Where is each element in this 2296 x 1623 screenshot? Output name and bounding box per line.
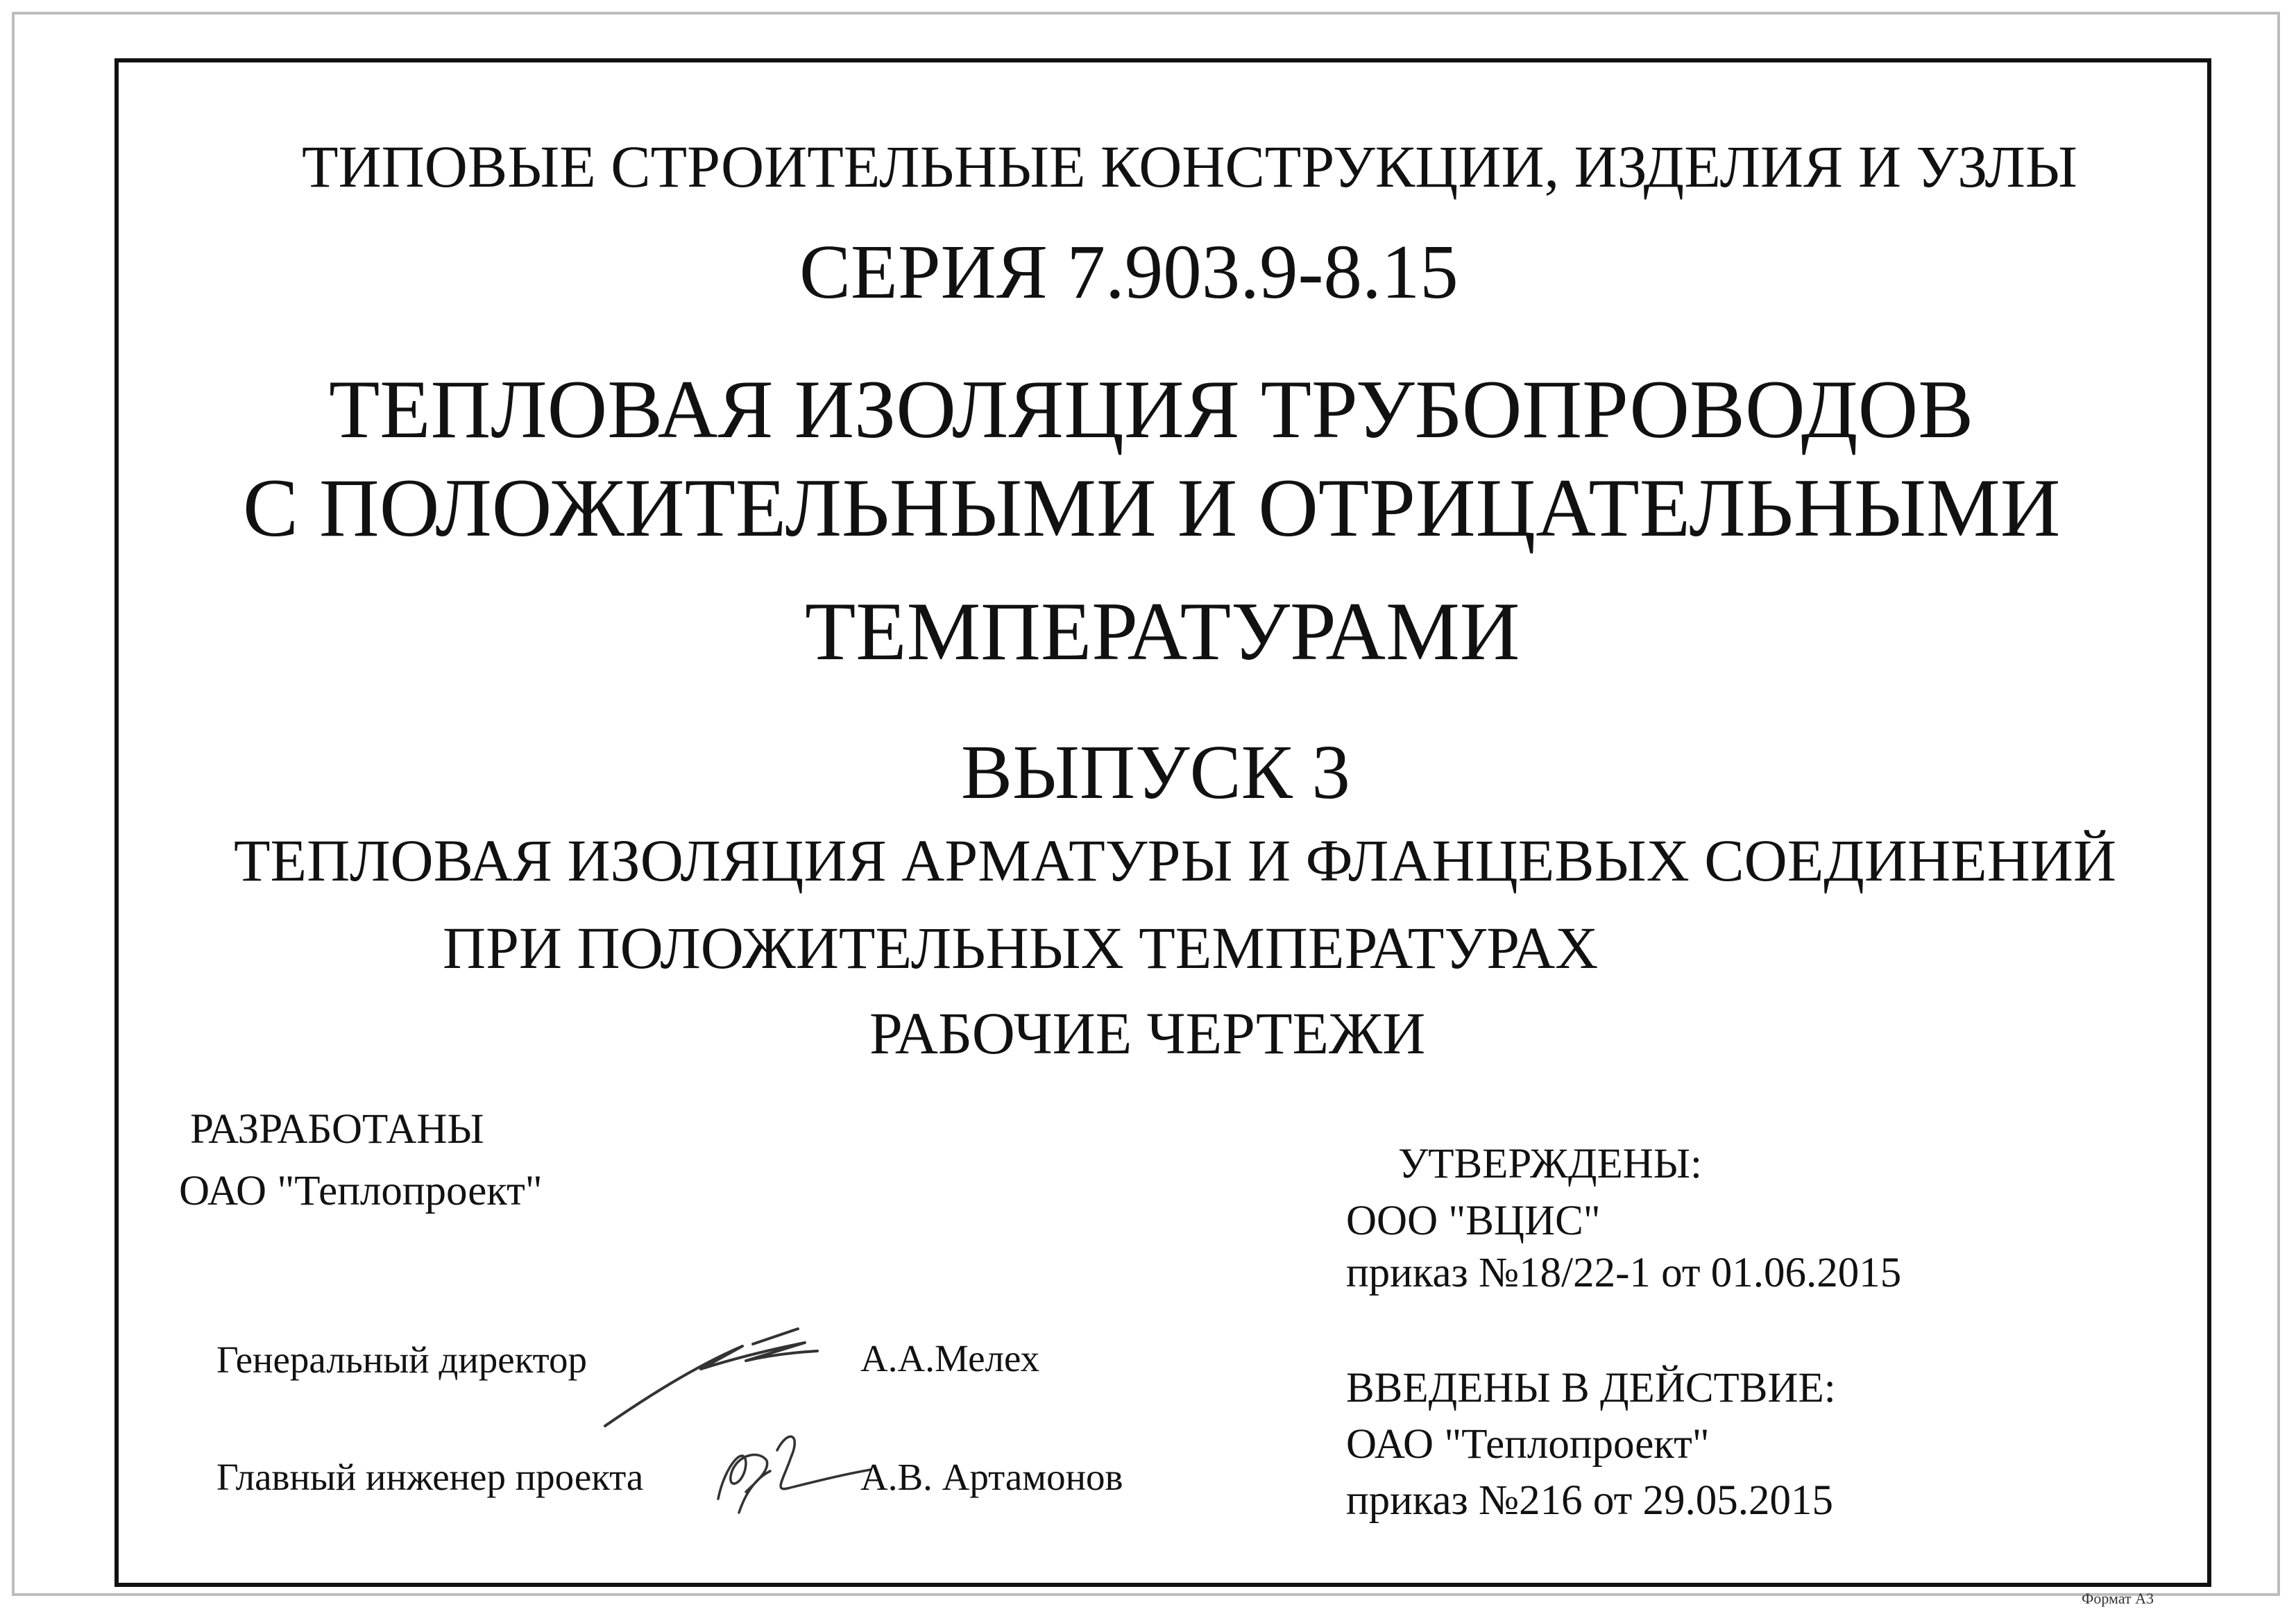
subtitle-line-2: ПРИ ПОЛОЖИТЕЛЬНЫХ ТЕМПЕРАТУРАХ (443, 915, 1599, 981)
introduced-org: ОАО "Теплопроект" (1346, 1421, 1710, 1468)
title-line-1: ТЕПЛОВАЯ ИЗОЛЯЦИЯ ТРУБОПРОВОДОВ (329, 363, 1974, 455)
title-line-2: С ПОЛОЖИТЕЛЬНЫМИ И ОТРИЦАТЕЛЬНЫМИ (243, 461, 2061, 554)
subtitle-line-3: РАБОЧИЕ ЧЕРТЕЖИ (869, 1000, 1426, 1067)
chief-engineer-signature (704, 1422, 878, 1520)
general-director-signature (597, 1315, 826, 1433)
issue-number: ВЫПУСК 3 (961, 730, 1350, 815)
chief-engineer-position: Главный инженер проекта (216, 1456, 644, 1498)
subtitle-line-1: ТЕПЛОВАЯ ИЗОЛЯЦИЯ АРМАТУРЫ И ФЛАНЦЕВЫХ СОЕДИНЕНИЙ (234, 827, 2116, 894)
format-note: Формат А3 (2082, 1590, 2154, 1607)
approved-label: УТВЕРЖДЕНЫ: (1398, 1141, 1702, 1187)
series-number: СЕРИЯ 7.903.9-8.15 (799, 230, 1459, 315)
introduced-order: приказ №216 от 29.05.2015 (1346, 1477, 1833, 1524)
title-line-3: ТЕМПЕРАТУРАМИ (805, 585, 1520, 677)
general-director-name: А.А.Мелех (860, 1337, 1040, 1379)
developed-org: ОАО "Теплопроект" (179, 1168, 543, 1214)
developed-label: РАЗРАБОТАНЫ (190, 1106, 484, 1153)
general-director-position: Генеральный директор (216, 1339, 587, 1381)
approved-order: приказ №18/22-1 от 01.06.2015 (1346, 1250, 1902, 1296)
document-header: ТИПОВЫЕ СТРОИТЕЛЬНЫЕ КОНСТРУКЦИИ, ИЗДЕЛИЯ И УЗЛЫ (302, 133, 2077, 200)
chief-engineer-name: А.В. Артамонов (860, 1456, 1123, 1498)
introduced-label: ВВЕДЕНЫ В ДЕЙСТВИЕ: (1346, 1365, 1836, 1411)
approved-org: ООО "ВЦИС" (1346, 1198, 1601, 1244)
